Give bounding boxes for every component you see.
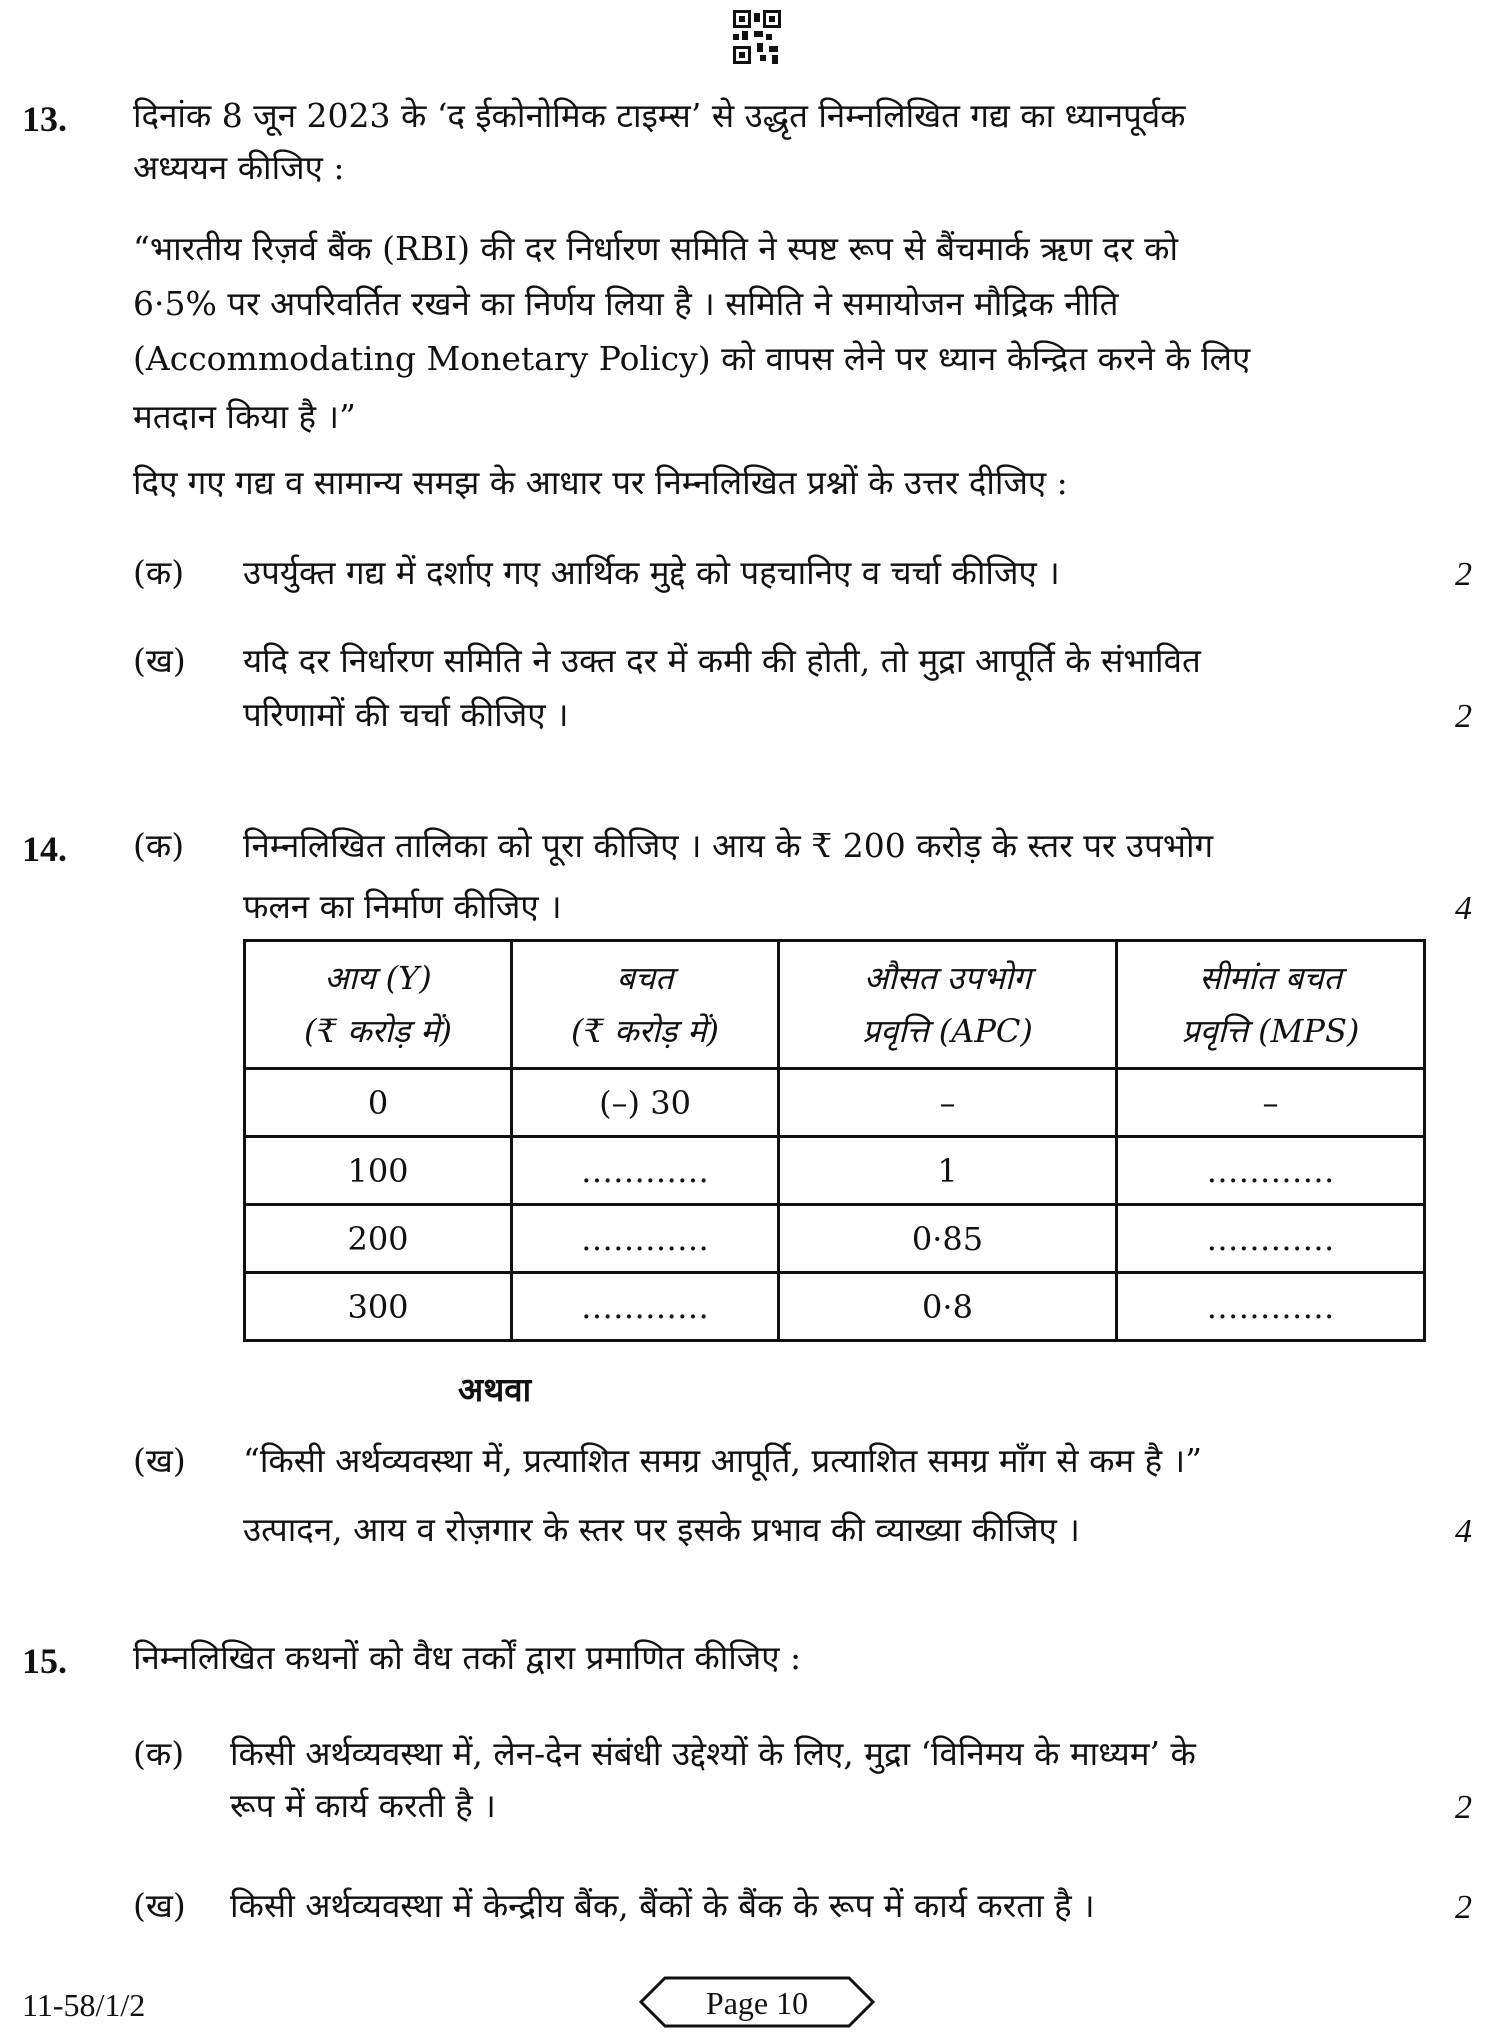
part-text-cont: रूप में कार्य करती है ।	[230, 1786, 496, 1825]
qr-code-icon	[733, 10, 781, 64]
table-row	[245, 1069, 1425, 1137]
header-saving: बचत (₹ करोड़ में)	[512, 941, 779, 1069]
quote-line-4: मतदान किया है ।”	[133, 397, 356, 436]
cell: –	[779, 1069, 1117, 1137]
part-text-cont: उत्पादन, आय व रोज़गार के स्तर पर इसके प्रभाव की व्याख्या कीजिए ।	[243, 1510, 1080, 1549]
cell: 200	[245, 1205, 512, 1273]
question-intro: दिनांक 8 जून 2023 के ‘द ईकोनोमिक टाइम्स’ से उद्धृत निम्नलिखित गद्य का ध्यानपूर्वक	[133, 96, 1186, 135]
part-label: (क)	[133, 553, 185, 592]
saving-table	[243, 939, 1426, 1342]
part-label: (ख)	[133, 1886, 186, 1925]
header-income: आय (Y) (₹ करोड़ में)	[245, 941, 512, 1069]
table-header-row	[245, 941, 1425, 1069]
cell: 300	[245, 1273, 512, 1341]
cell: …………	[1117, 1137, 1425, 1205]
cell: …………	[512, 1205, 779, 1273]
page-number-badge	[637, 1976, 877, 2028]
part-text: “किसी अर्थव्यवस्था में, प्रत्याशित समग्र आपूर्ति, प्रत्याशित समग्र माँग से कम है ।”	[243, 1441, 1203, 1480]
question-intro: निम्नलिखित कथनों को वैध तर्कों द्वारा प्रमाणित कीजिए :	[133, 1638, 802, 1677]
cell: …………	[512, 1273, 779, 1341]
marks: 2	[1455, 556, 1472, 593]
quote-line-2: 6·5% पर अपरिवर्तित रखने का निर्णय लिया है । समिति ने समायोजन मौद्रिक नीति	[133, 284, 1119, 323]
instruction: दिए गए गद्य व सामान्य समझ के आधार पर निम्नलिखित प्रश्नों के उत्तर दीजिए :	[133, 463, 1068, 502]
cell: (–) 30	[512, 1069, 779, 1137]
header-mps: सीमांत बचत प्रवृत्ति (MPS)	[1117, 941, 1425, 1069]
table-row	[245, 1273, 1425, 1341]
part-text-cont: फलन का निर्माण कीजिए ।	[243, 887, 562, 926]
cell: 0·85	[779, 1205, 1117, 1273]
cell: …………	[1117, 1205, 1425, 1273]
cell: 100	[245, 1137, 512, 1205]
marks: 2	[1455, 698, 1472, 735]
question-number: 15.	[22, 1641, 67, 1681]
cell: 0·8	[779, 1273, 1117, 1341]
quote-line-3: (Accommodating Monetary Policy) को वापस लेने पर ध्यान केन्द्रित करने के लिए	[133, 339, 1251, 378]
marks: 2	[1455, 1789, 1472, 1826]
part-label: (क)	[133, 826, 185, 865]
part-text: किसी अर्थव्यवस्था में केन्द्रीय बैंक, बैंकों के बैंक के रूप में कार्य करता है ।	[230, 1886, 1095, 1925]
paper-code: 11-58/1/2	[22, 1987, 146, 2023]
marks: 4	[1455, 890, 1472, 927]
question-number: 13.	[22, 99, 67, 139]
cell: …………	[512, 1137, 779, 1205]
cell: –	[1117, 1069, 1425, 1137]
cell: 1	[779, 1137, 1117, 1205]
part-text: यदि दर निर्धारण समिति ने उक्त दर में कमी की होती, तो मुद्रा आपूर्ति के संभावित	[243, 641, 1201, 680]
marks: 4	[1455, 1513, 1472, 1550]
part-label: (ख)	[133, 1441, 186, 1480]
table-row	[245, 1137, 1425, 1205]
quote-line-1: “भारतीय रिज़र्व बैंक (RBI) की दर निर्धारण समिति ने स्पष्ट रूप से बैंचमार्क ऋण दर को	[133, 229, 1179, 268]
part-text-cont: परिणामों की चर्चा कीजिए ।	[243, 695, 569, 734]
cell: 0	[245, 1069, 512, 1137]
page-number: Page 10	[705, 1985, 809, 2021]
marks: 2	[1455, 1889, 1472, 1926]
cell: …………	[1117, 1273, 1425, 1341]
question-number: 14.	[22, 829, 67, 869]
part-label: (क)	[133, 1734, 185, 1773]
or-label: अथवा	[458, 1370, 532, 1409]
question-intro-cont: अध्ययन कीजिए :	[133, 148, 345, 187]
part-text: किसी अर्थव्यवस्था में, लेन-देन संबंधी उद्देश्यों के लिए, मुद्रा ‘विनिमय के माध्यम’ के	[230, 1734, 1196, 1773]
part-text: निम्नलिखित तालिका को पूरा कीजिए । आय के ₹ 200 करोड़ के स्तर पर उपभोग	[243, 826, 1214, 865]
part-label: (ख)	[133, 641, 186, 680]
part-text: उपर्युक्त गद्य में दर्शाए गए आर्थिक मुद्दे को पहचानिए व चर्चा कीजिए ।	[243, 553, 1060, 592]
table-row	[245, 1205, 1425, 1273]
header-apc: औसत उपभोग प्रवृत्ति (APC)	[779, 941, 1117, 1069]
